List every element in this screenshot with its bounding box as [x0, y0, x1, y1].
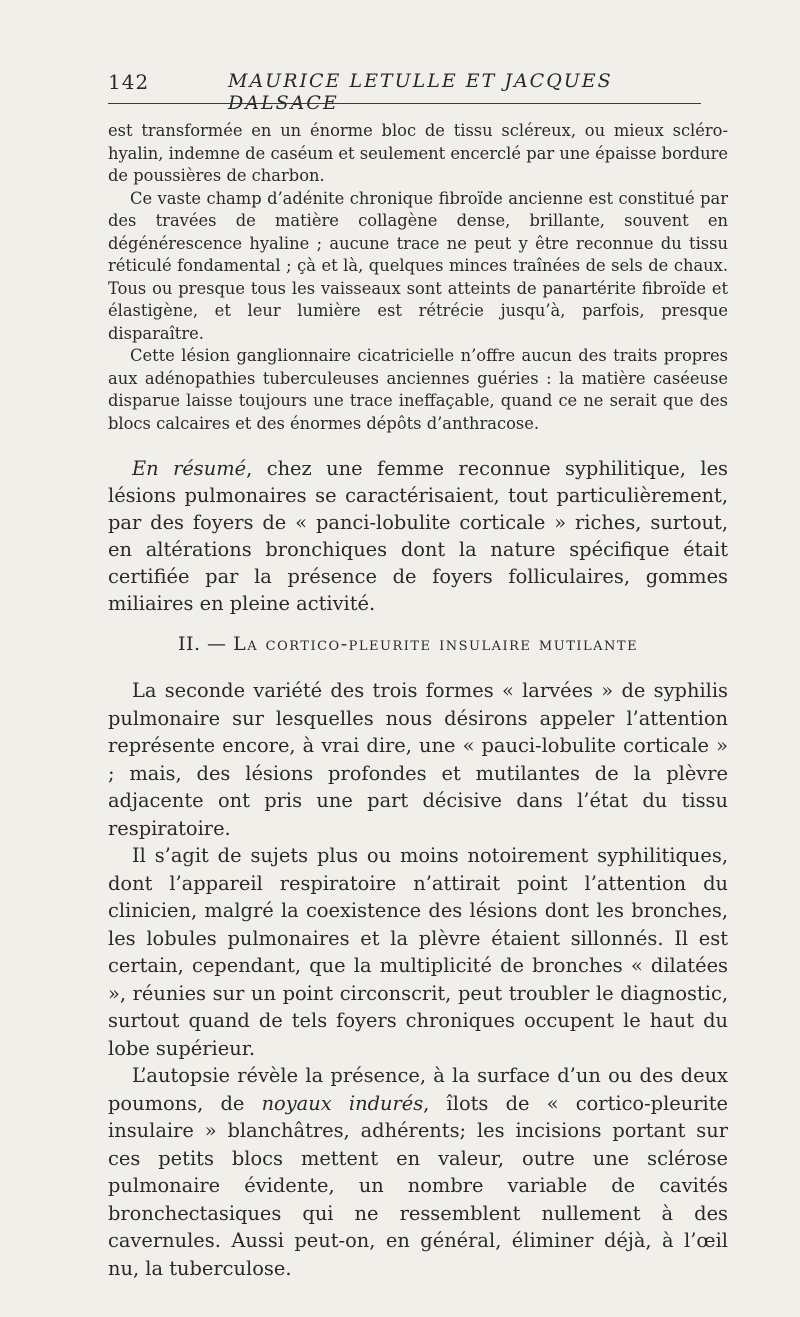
summary-paragraph [108, 455, 728, 617]
main-text-block [108, 677, 728, 1282]
paragraph-text: , îlots de « cortico-pleurite insulaire » blanchâtres, adhérents; les incisions portant sur ces petits blocs mettent en valeur, outre une sclérose pulmonaire évidente, un nombre variable de cavités bronchectasiques qui ne ressemblent nullement à des cavernules. Aussi peut-on, en général, éliminer déjà, à l’œil nu, la tuberculose. [108, 1091, 728, 1280]
paragraph: Cette lésion ganglionnaire cicatricielle n’offre aucun des traits propres aux adénopathies tuberculeuses anciennes guéries : la matière caséeuse disparue laisse toujours une trace ineffaçable, quand ce ne serait que des blocs calcaires et des énormes dépôts d’anthracose. [108, 346, 728, 433]
section-title: La cortico-pleurite insulaire mutilante [233, 633, 639, 655]
paragraph [108, 1062, 728, 1282]
paragraph: Ce vaste champ d’adénite chronique fibroïde ancienne est constitué par des travées de matière collagène dense, brillante, souvent en dégénérescence hyaline ; aucune trace ne peut y être reconnue du tissu réticulé fondamental ; çà et là, quelques minces traînées de sels de chaux. Tous ou presque tous les vaisseaux sont atteints de panartérite fibroïde et élastigène, et leur lumière est rétrécie jusqu’à, parfois, presque disparaître. [108, 188, 728, 343]
paragraph-text: L’autopsie révèle la présence, à la surface d’un ou des deux poumons, de [108, 1064, 728, 1115]
section-dash: — [207, 633, 227, 655]
section-number: II. [177, 633, 201, 655]
running-head: MAURICE LETULLE ET JACQUES DALSACE [228, 70, 613, 114]
paragraph: La seconde variété des trois formes « larvées » de syphilis pulmonaire sur lesquelles nous désirons appeler l’attention représente encore, à vrai dire, une « pauci-lobulite corticale » ; mais, des lésions profondes et mutilantes de la plèvre adjacente ont pris une part décisive dans l’état du tissu respiratoire. [108, 679, 728, 840]
section-heading [108, 633, 708, 655]
paragraph: Il s’agit de sujets plus ou moins notoirement syphilitiques, dont l’appareil respiratoire n’attirait point l’attention du clinicien, malgré la coexistence des lésions dont les bronches, les lobules pulmonaires et la plèvre étaient sillonnés. Il est certain, cependant, que la multiplicité de bronches « dilatées », réunies sur un point circonscrit, peut troubler le diagnostic, surtout quand de tels foyers chroniques occupent le haut du lobe supérieur. [108, 844, 728, 1060]
paragraph: est transformée en un énorme bloc de tissu scléreux, ou mieux scléro-hyalin, indemne de caséum et seulement encerclé par une épaisse bordure de poussières de charbon. [108, 121, 728, 185]
header-rule [108, 103, 701, 104]
summary-lead: En résumé [132, 457, 247, 480]
top-text-block [108, 120, 728, 435]
page-number: 142 [108, 70, 150, 94]
summary-text: , chez une femme reconnue syphilitique, les lésions pulmonaires se caractérisaient, tout particulièrement, par des foyers de « panci-lobulite corticale » riches, surtout, en altérations bronchiques dont la nature spécifique était certifiée par la présence de foyers folliculaires, gommes miliaires en pleine activité. [108, 457, 728, 615]
summary-block [108, 455, 728, 617]
page-header [108, 70, 701, 114]
emphasis-text: noyaux indurés [261, 1091, 424, 1115]
